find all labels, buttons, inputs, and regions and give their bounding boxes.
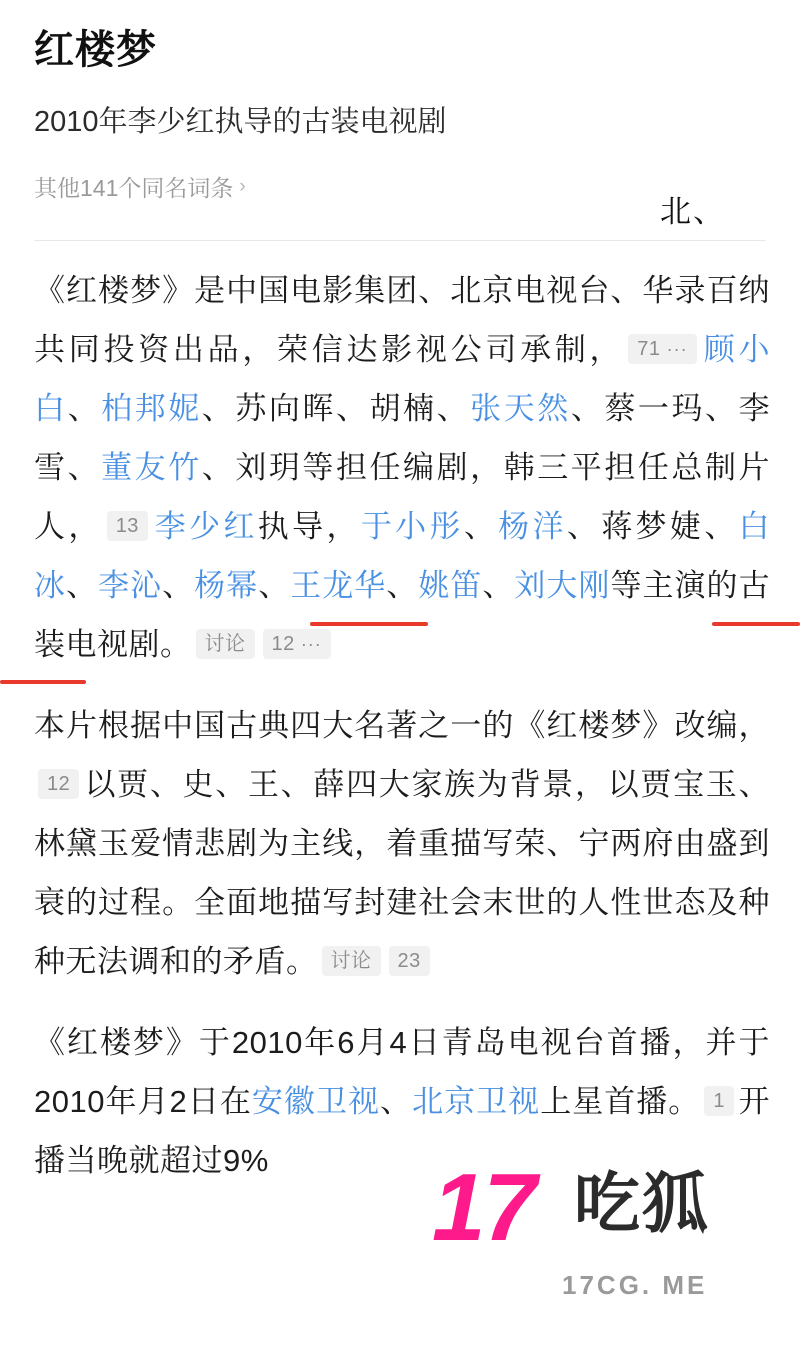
link-gu-xiaobai[interactable]: 顾小白: [34, 332, 771, 426]
p3-sep-1: 、: [380, 1084, 413, 1119]
tag-count: 12: [47, 773, 71, 795]
annotation-tag-1[interactable]: [704, 1086, 734, 1116]
p2-text-2: 以贾、史、王、薛四大家族为背景，以贾宝玉、林黛玉爱情悲剧为主线，着重描写荣、宁两府由盛到衰的过程。全面地描写封建社会末世的人性世态及种种无法调和的矛盾。: [34, 767, 770, 979]
link-li-qin[interactable]: 李沁: [98, 568, 163, 603]
tag-count: 71: [637, 338, 661, 360]
red-underline-2: [712, 622, 800, 626]
p3-text-5: 月2: [137, 1084, 188, 1119]
p3-text-4: 电视台首播，并于2010年: [34, 1025, 771, 1119]
sep-5: 、: [258, 568, 291, 603]
sep-6: 、: [386, 568, 419, 603]
p3-text-2: 4日: [389, 1025, 442, 1060]
red-underline-3: [0, 680, 86, 684]
other-entries-label: 其他141个同名词条: [34, 175, 234, 201]
p1-text-1: 《红楼梦》是中国电影集团、北京电视台、华录百纳共同投资出品，荣信达影视公司承制，: [34, 273, 770, 367]
sep-2: 、: [463, 509, 499, 544]
p1-text-5: 执导，: [257, 509, 361, 544]
annotation-tag-23[interactable]: [389, 946, 430, 976]
header-divider: [34, 240, 766, 241]
paragraph-1: [34, 261, 770, 674]
link-liu-dagang[interactable]: 刘大刚: [514, 568, 611, 603]
link-yang-mi[interactable]: 杨幂: [194, 568, 259, 603]
chevron-right-icon: ›: [239, 175, 246, 197]
link-dong-youzhu[interactable]: 董友竹: [101, 450, 202, 485]
tag-count: 23: [397, 950, 421, 972]
link-li-shaohong[interactable]: 李少红: [151, 509, 258, 544]
p1-text-4: 、刘玥等担任编剧，韩三平担任总制片人，: [34, 450, 771, 544]
sep-7: 、: [482, 568, 515, 603]
annotation-tag-12[interactable]: [263, 629, 331, 659]
sep-3: 、: [66, 568, 99, 603]
link-bai-bangni[interactable]: 柏邦妮: [101, 391, 202, 426]
tag-count: 12: [271, 633, 295, 655]
page-title: 红楼梦: [34, 28, 157, 72]
annotation-tag-13[interactable]: [107, 511, 148, 541]
link-wang-longhua[interactable]: 王龙华: [290, 568, 387, 603]
discussion-tag[interactable]: [196, 629, 255, 659]
link-yao-di[interactable]: 姚笛: [418, 568, 483, 603]
tag-dots: ···: [666, 339, 688, 359]
link-yu-xiaotong[interactable]: 于小彤: [360, 509, 464, 544]
p1-text-3: 、蔡一玛、李雪、: [34, 391, 771, 485]
article-page: [0, 18, 800, 1353]
link-anhui-tv[interactable]: 安徽卫视: [251, 1084, 381, 1119]
watermark-site: 17CG. ME: [562, 1270, 708, 1300]
tag-count: 1: [713, 1090, 725, 1112]
p1-text-2: 、苏向晖、胡楠、: [201, 391, 471, 426]
p3-text-6: 日在: [187, 1084, 252, 1119]
p3-text-8: 开播当晚就超过9%: [34, 1084, 770, 1178]
red-underline-1: [310, 622, 428, 626]
p3-text-3: 青岛: [441, 1025, 508, 1060]
p3-text-7: 上星首播。: [540, 1084, 701, 1119]
p1-text-6: 、蒋梦婕、: [566, 509, 739, 544]
link-yang-yang[interactable]: 杨洋: [498, 509, 567, 544]
link-beijing-tv[interactable]: 北京卫视: [412, 1084, 541, 1119]
link-zhang-tianran[interactable]: 张天然: [470, 391, 571, 426]
sep-4: 、: [162, 568, 195, 603]
watermark-chinese: 吃狐: [574, 1166, 710, 1240]
annotation-tag-12b[interactable]: [38, 769, 79, 799]
p2-text-1: 本片根据中国古典四大名著之一的《红楼梦》改编，: [34, 708, 770, 743]
paragraph-3: [34, 1013, 770, 1190]
tag-dots: ···: [300, 634, 322, 654]
floating-overlay-text: 北、: [660, 194, 726, 229]
discussion-tag-2[interactable]: [322, 946, 381, 976]
paragraph-2: [34, 696, 770, 991]
watermark-number: 17: [432, 1154, 535, 1261]
annotation-tag-71[interactable]: [628, 334, 696, 364]
sep-1: 、: [67, 391, 102, 426]
tag-count: 13: [115, 515, 139, 537]
p1-text-7: 等主演的古装电视剧。: [34, 568, 771, 662]
page-subtitle: 2010年李少红执导的古装电视剧: [34, 106, 447, 138]
tag-label: 讨论: [330, 950, 372, 972]
p3-text-1: 《红楼梦》于2010年6月: [34, 1025, 390, 1060]
tag-label: 讨论: [204, 633, 246, 655]
article-body: [34, 261, 770, 1212]
link-bai-bing[interactable]: 白冰: [34, 509, 771, 603]
